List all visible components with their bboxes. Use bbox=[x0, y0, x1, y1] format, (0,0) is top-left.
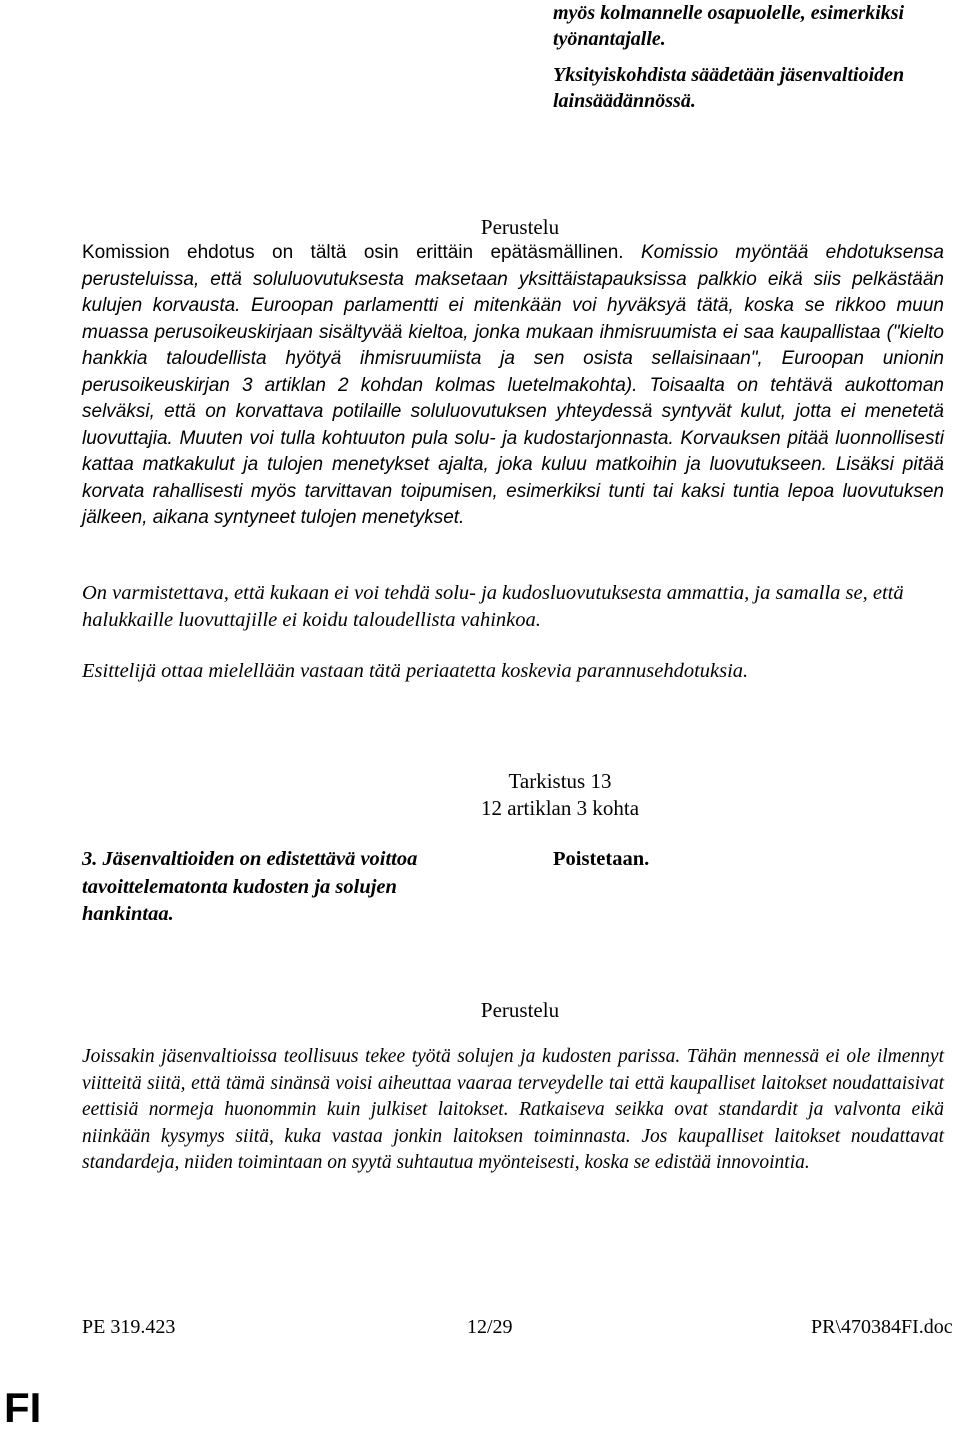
justification-heading-2: Perustelu bbox=[480, 998, 560, 1022]
amendment-article: 12 artiklan 3 kohta bbox=[480, 796, 640, 820]
footer-document-number: PE 319.423 bbox=[82, 1316, 176, 1338]
amendment-text: Poistetaan. bbox=[553, 848, 650, 870]
retained-text-line-2: Yksityiskohdista säädetään jäsenvaltioiden lainsäädännössä. bbox=[553, 64, 905, 112]
justification-paragraph-3: Esittelijä ottaa mielellään vastaan tätä periaatetta koskevia parannusehdotuksia. bbox=[82, 660, 749, 682]
amendment-title: Tarkistus 13 bbox=[508, 769, 612, 793]
justification-paragraph-1 bbox=[82, 240, 944, 532]
commission-text: 3. Jäsenvaltioiden on edistettävä voittoa tavoittelematonta kudosten ja solujen hankintaa. bbox=[82, 848, 418, 925]
justification-heading: Perustelu bbox=[480, 215, 560, 239]
language-code: FI bbox=[4, 1384, 42, 1431]
justification-plain-intro: Komission ehdotus on tältä osin erittäin epätäsmällinen. bbox=[82, 242, 624, 263]
retained-text-block bbox=[553, 0, 953, 114]
justification-paragraph-2: On varmistettava, että kukaan ei voi tehdä solu- ja kudosluovutuksesta ammattia, ja samalla se, että halukkaille luovuttajille ei koidu taloudellista vahinkoa. bbox=[82, 582, 904, 631]
retained-text-line-1: myös kolmannelle osapuolelle, esimerkiksi työnantajalle. bbox=[553, 2, 905, 50]
footer-page-number: 12/29 bbox=[467, 1316, 513, 1338]
amendment-header bbox=[360, 768, 760, 822]
justification-italic-text: Komissio myöntää ehdotuksensa perusteluissa, että soluluovutuksesta maksetaan yksittäistapauksissa palkkio eikä siis pelkästään kulujen korvausta. Euroopan parlamentti ei mitenkään voi hyväksyä tätä, koska se rikkoo muun muassa perusoikeuskirjaan sisältyvää kieltoa, jonka mukaan ihmisruumista ei saa kaupallistaa ("kielto hankkia taloudellista hyötyä ihmisruumiista ja sen osista sellaisinaan", Euroopan unionin perusoikeuskirjan 3 artiklan 2 kohdan kolmas luetelmakohta). Toisaalta on tehtävä aukottoman selväksi, että on korvattava potilaille soluluovutuksen yhteydessä syntyvät kulut, jotta ei menetetä luovuttajia. Muuten voi tulla kohtuuton pula solu- ja kudostarjonnasta. Korvauksen pitää luonnollisesti kattaa matkakulut ja tulojen menetykset ajalta, joka kuluu matkoihin ja luovutukseen. Lisäksi pitää korvata rahallisesti myös tarvittavan toipumisen, esimerkiksi tunti tai kaksi tuntia lepoa luovutuksen jälkeen, aikana syntyneet tulojen menetykset. bbox=[82, 242, 944, 528]
justification-paragraph-4: Joissakin jäsenvaltioissa teollisuus tekee työtä solujen ja kudosten parissa. Tähän mennessä ei ole ilmennyt viitteitä siitä, että tämä sinänsä voisi aiheuttaa vaaraa terveydelle tai että kaupalliset laitokset noudattaisivat eettisiä normeja huonommin kuin julkiset laitokset. Ratkaiseva seikka ovat standardit ja valvonta eikä niinkään kysymys siitä, kuka vastaa jonkin laitoksen toiminnasta. Jos kaupalliset laitokset noudattavat standardeja, niiden toimintaan on syytä suhtautua myönteisesti, koska se edistää innovointia. bbox=[82, 1046, 944, 1173]
footer-file-name: PR\470384FI.doc bbox=[811, 1316, 953, 1338]
